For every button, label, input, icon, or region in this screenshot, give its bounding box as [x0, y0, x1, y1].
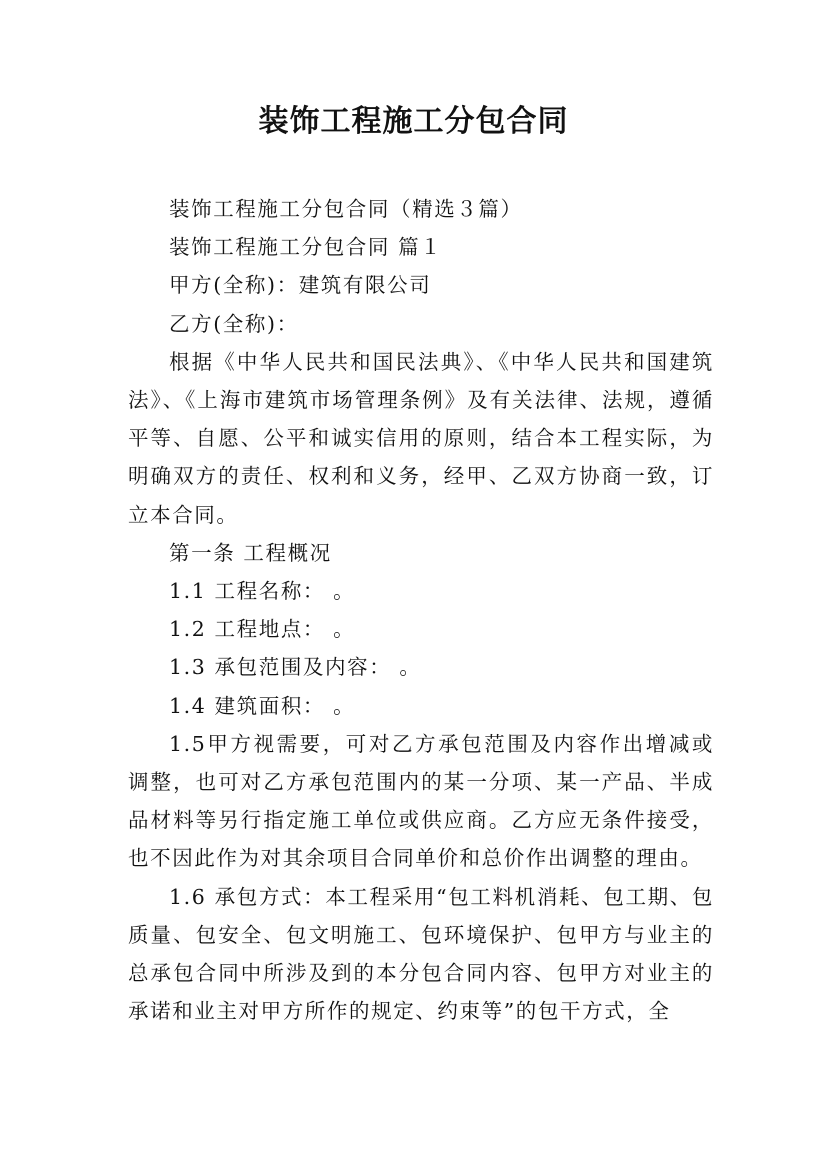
paragraph-part-heading: 装饰工程施工分包合同 篇１ — [169, 235, 443, 260]
paragraph-article-1-heading: 第一条 工程概况 — [169, 540, 332, 565]
paragraph-clause-1-6: 1.6 承包方式：本工程采用“包工料机消耗、包工期、包质量、包安全、包文明施工、包环境保护、包甲方与业主的总承包合同中所涉及到的本分包合同内容、包甲方对业主的承诺和业主对甲方所作的规定、约束等”的包干方式，全 — [128, 884, 714, 1024]
document-title: 装饰工程施工分包合同 — [258, 104, 569, 139]
paragraph-clause-1-2: 1.2 工程地点： 。 — [169, 617, 356, 642]
document-body — [128, 190, 714, 1030]
paragraph-clause-1-1: 1.1 工程名称： 。 — [169, 579, 356, 604]
paragraph-subtitle: 装饰工程施工分包合同（精选３篇） — [169, 197, 523, 221]
paragraph-preamble: 根据《中华人民共和国民法典》、《中华人民共和国建筑法》、《上海市建筑市场管理条例》及有关法律、法规，遵循平等、自愿、公平和诚实信用的原则，结合本工程实际，为明确双方的责任、权利和义务，经甲、乙双方协商一致，订立本合同。 — [128, 349, 714, 527]
paragraph-party-b: 乙方(全称)： — [169, 311, 299, 336]
paragraph-clause-1-5: 1.5甲方视需要，可对乙方承包范围及内容作出增减或调整，也可对乙方承包范围内的某一分项、某一产品、半成品材料等另行指定施工单位或供应商。乙方应无条件接受，也不因此作为对其余项目合同单价和总价作出调整的理由。 — [128, 731, 714, 871]
paragraph-party-a: 甲方(全称)：建筑有限公司 — [169, 273, 432, 298]
paragraph-clause-1-4: 1.4 建筑面积： 。 — [169, 693, 356, 718]
paragraph-clause-1-3: 1.3 承包范围及内容： 。 — [169, 655, 422, 680]
